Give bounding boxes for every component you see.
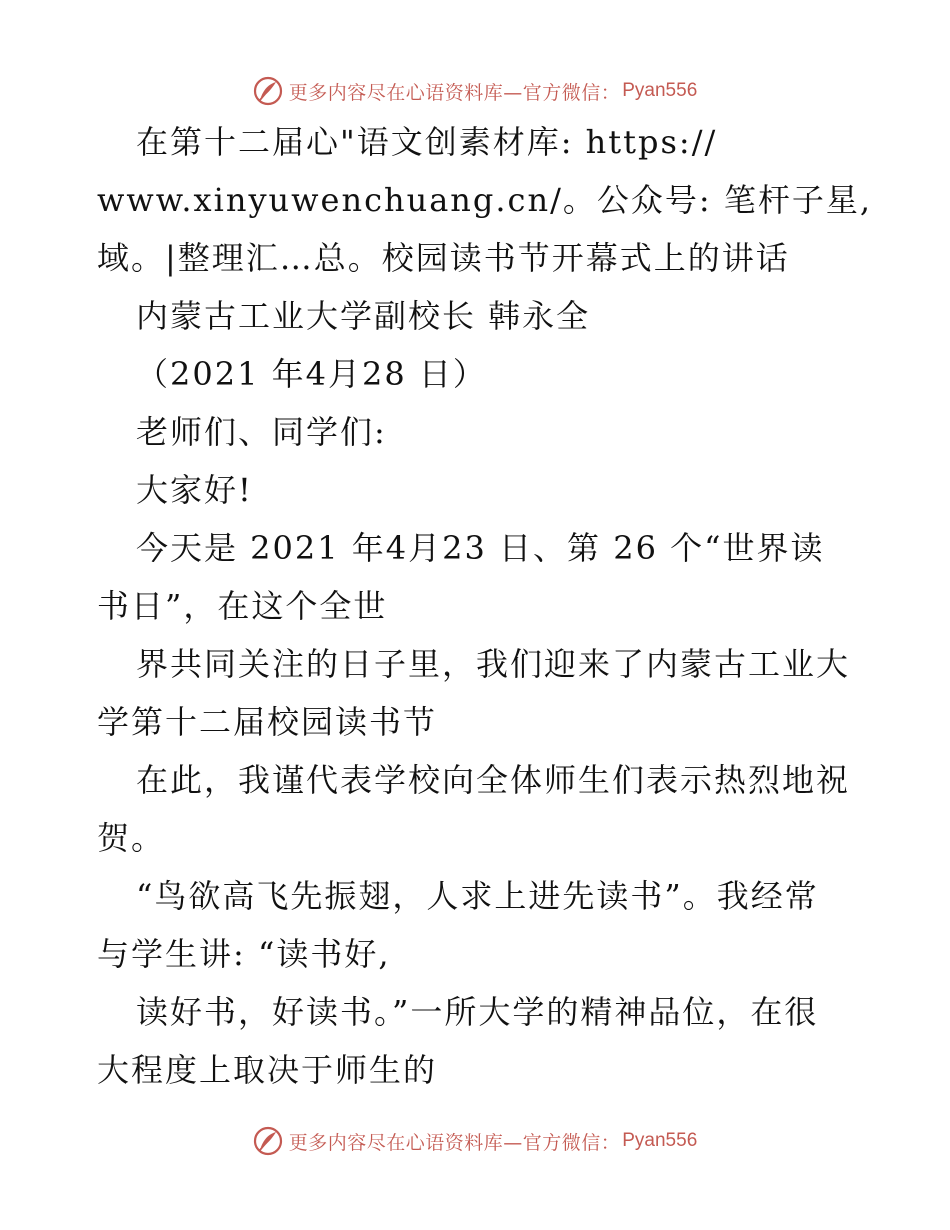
header-banner-text: 更多内容尽在心语资料库—官方微信： xyxy=(288,81,621,104)
body-line: 读好书，好读书。”一所大学的精神品位，在很 xyxy=(136,993,819,1031)
body-line: www.xinyuwenchuang.cn/。公众号: 笔杆子星, xyxy=(97,181,872,219)
body-line: 今天是 2021 年4月23 日、第 26 个“世界读 xyxy=(136,529,825,567)
body-line: 书日”，在这个全世 xyxy=(97,587,388,625)
body-line: 域。|整理汇…总。校园读书节开幕式上的讲话 xyxy=(97,239,790,277)
header-banner xyxy=(0,74,950,108)
date-line: （2021 年4月28 日） xyxy=(136,355,487,393)
body-line: “鸟欲高飞先振翅，人求上进先读书”。我经常 xyxy=(136,877,819,915)
body-line: 在第十二届心"语文创素材库: https:// xyxy=(136,123,718,161)
footer-banner-text: 更多内容尽在心语资料库—官方微信： xyxy=(288,1131,621,1154)
body-line: 在此，我谨代表学校向全体师生们表示热烈地祝 xyxy=(136,761,851,799)
body-line: 大程度上取决于师生的 xyxy=(97,1051,438,1089)
red-feather-logo-icon xyxy=(253,76,283,106)
body-line: 界共同关注的日子里，我们迎来了内蒙古工业大 xyxy=(136,645,851,683)
footer-wechat-id: Pyan556 xyxy=(622,1130,698,1151)
greeting: 大家好! xyxy=(136,471,253,509)
body-line: 学第十二届校园读书节 xyxy=(97,703,438,741)
body-line: 与学生讲: “读书好, xyxy=(97,935,391,973)
red-feather-logo-icon xyxy=(253,1126,283,1156)
body-line: 贺。 xyxy=(97,819,166,857)
salutation: 老师们、同学们: xyxy=(136,413,387,451)
footer-banner xyxy=(0,1124,950,1158)
author-line: 内蒙古工业大学副校长 韩永全 xyxy=(136,297,591,335)
header-wechat-id: Pyan556 xyxy=(622,80,698,101)
